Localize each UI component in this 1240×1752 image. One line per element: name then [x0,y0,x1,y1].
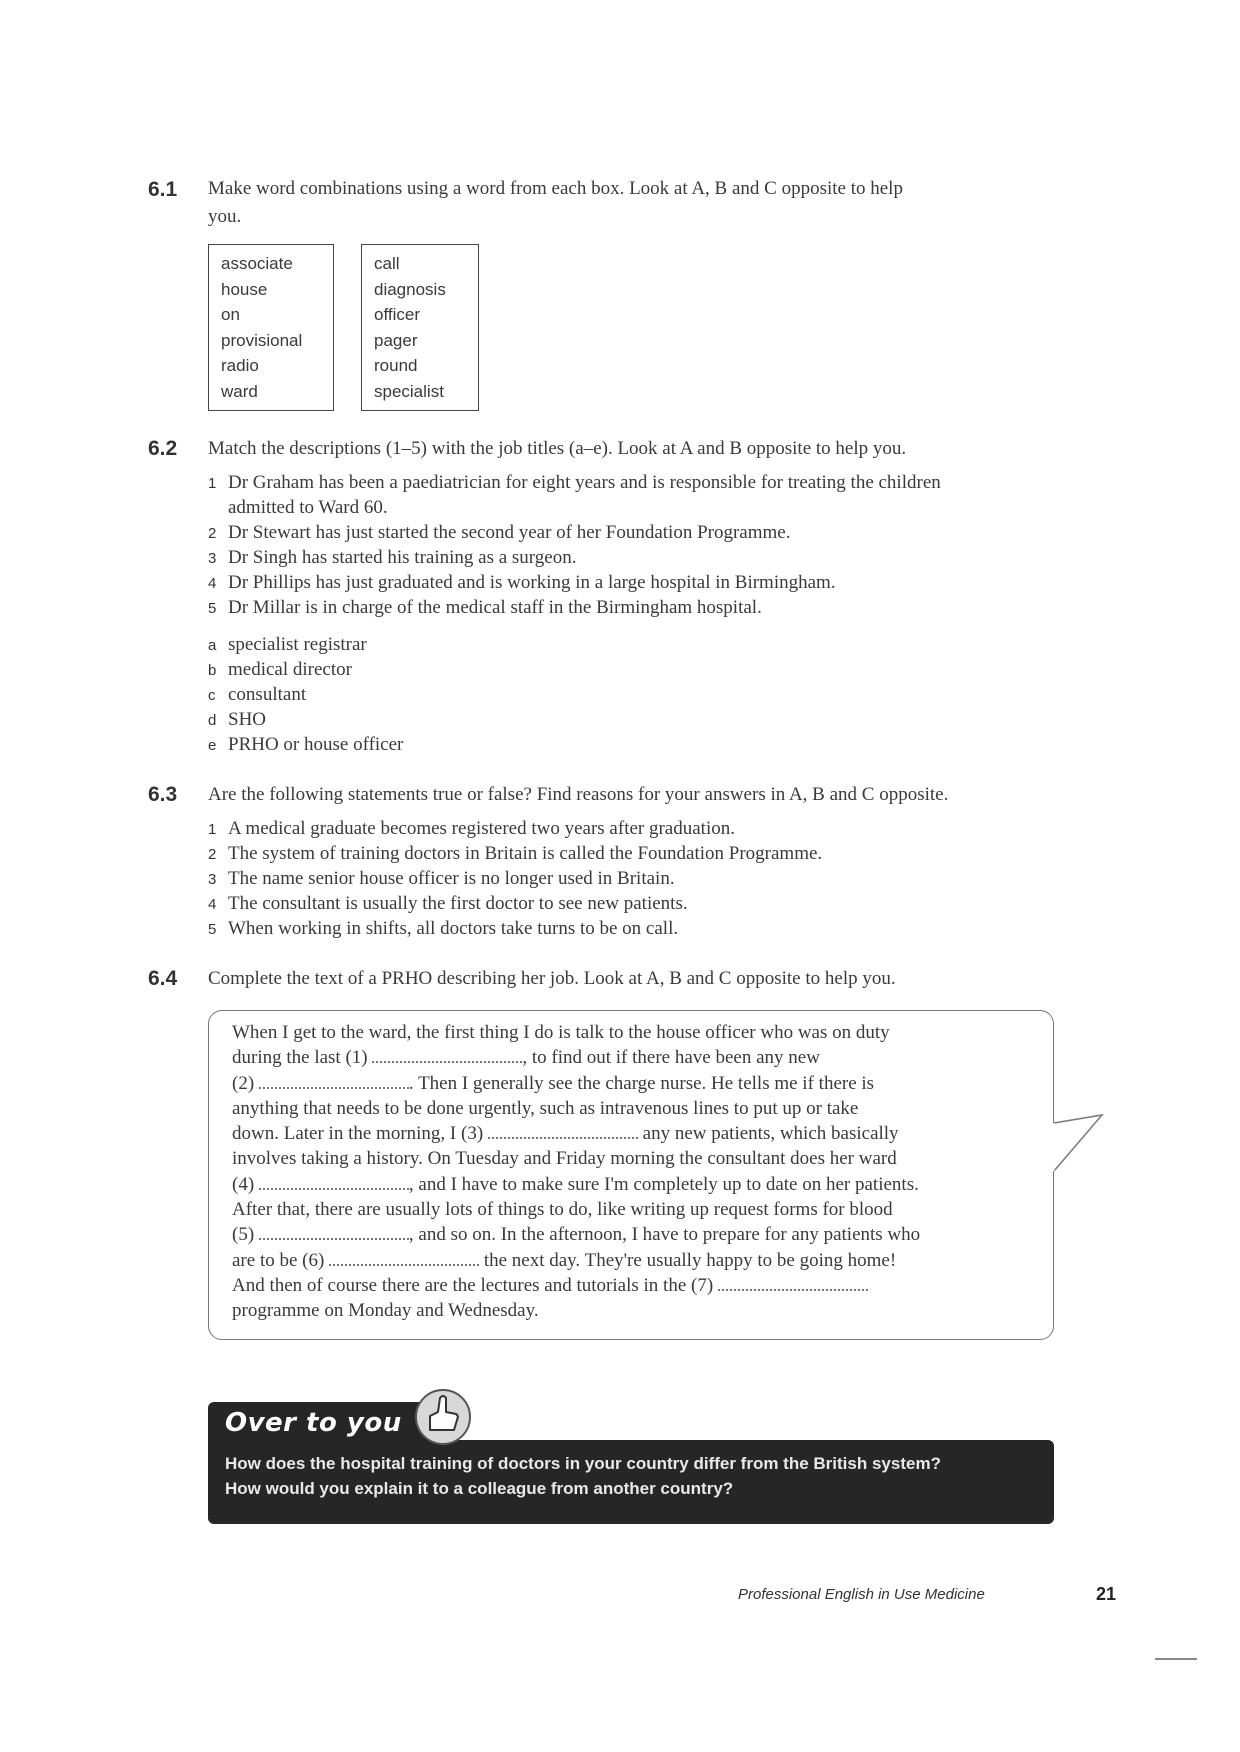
exercise-number: 6.1 [148,178,178,201]
blank-7[interactable] [718,1275,868,1291]
text-line: during the last (1) , to find out if there have been any new [232,1047,820,1069]
over-to-you-question: How would you explain it to a colleague from another country? [225,1479,734,1498]
exercise-instruction: Match the descriptions (1–5) with the job titles (a–e). Look at A and B opposite to help you. [208,438,907,459]
job-title-item: c consultant [208,684,307,705]
instruction-line: Make word combinations using a word from each box. Look at A, B and C opposite to help [208,178,903,199]
word-item: house [221,279,268,299]
word-box-left [208,244,334,411]
text-line: And then of course there are the lectures and tutorials in the (7) [232,1273,1032,1298]
margin-rule [1155,1658,1197,1660]
blank-1[interactable] [372,1047,522,1063]
exercise-instruction: Are the following statements true or false? Find reasons for your answers in A, B and C opposite. [208,784,949,805]
list-item: 3 Dr Singh has started his training as a surgeon. [208,547,577,568]
instruction-line: you. [208,206,242,227]
list-item: 3 The name senior house officer is no longer used in Britain. [208,868,675,889]
word-item: call [374,254,400,273]
word-item: associate [221,254,293,273]
text-line: are to be (6) the next day. They're usually happy to be going home! [232,1249,897,1271]
job-title-item: e PRHO or house officer [208,734,404,755]
blank-4[interactable] [259,1174,409,1190]
text-line: When I get to the ward, the first thing I do is talk to the house officer who was on duty [232,1022,890,1043]
word-item: radio [221,356,259,375]
list-item: 2 Dr Stewart has just started the second year of her Foundation Programme. [208,522,791,543]
text-line: After that, there are usually lots of things to do, like writing up request forms for blood [232,1199,893,1221]
list-item: 5 Dr Millar is in charge of the medical staff in the Birmingham hospital. [208,597,762,618]
blank-3[interactable] [488,1123,638,1139]
exercise-instruction: Complete the text of a PRHO describing her job. Look at A, B and C opposite to help you. [208,968,896,989]
list-item: 1 A medical graduate becomes registered two years after graduation. [208,818,735,839]
word-item: provisional [221,330,303,350]
job-title-item: d SHO [208,709,267,730]
pointing-hand-icon [412,1386,474,1448]
page-number: 21 [1096,1584,1117,1604]
speech-bubble-tail [1050,1105,1106,1175]
exercise-number: 6.3 [148,783,178,806]
book-title: Professional English in Use Medicine [738,1586,985,1603]
list-item: 4 The consultant is usually the first doctor to see new patients. [208,893,688,914]
list-item: 5 When working in shifts, all doctors take turns to be on call. [208,918,679,939]
word-item: officer [374,305,420,324]
text-line: down. Later in the morning, I (3) any new patients, which basically [232,1123,899,1145]
text-line: (4) , and I have to make sure I'm completely up to date on her patients. [232,1173,919,1195]
word-item: on [221,305,240,324]
text-line: anything that needs to be done urgently, such as intravenous lines to put up or take [232,1097,859,1119]
exercise-number: 6.4 [148,967,178,990]
list-item: 1 Dr Graham has been a paediatrician for eight years and is responsible for treating the children [208,472,941,493]
list-item: 2 The system of training doctors in Britain is called the Foundation Programme. [208,843,823,864]
list-item: admitted to Ward 60. [228,497,388,518]
word-item: ward [221,381,258,401]
word-item: specialist [374,381,444,401]
word-item: diagnosis [374,279,446,299]
text-line: programme on Monday and Wednesday. [232,1300,539,1322]
exercise-number: 6.2 [148,437,178,460]
job-title-item: a specialist registrar [208,634,367,655]
job-title-item: b medical director [208,659,352,680]
word-box-right [361,244,479,411]
exercise-instruction [208,175,1058,231]
over-to-you-title: Over to you [225,1408,402,1438]
blank-6[interactable] [329,1250,479,1266]
gap-fill-text [232,1020,1032,1324]
text-line: (5) , and so on. In the afternoon, I have to prepare for any patients who [232,1224,921,1246]
word-item: round [374,356,418,375]
list-item: 4 Dr Phillips has just graduated and is working in a large hospital in Birmingham. [208,572,836,593]
text-line: (2) . Then I generally see the charge nurse. He tells me if there is [232,1072,875,1094]
word-item: pager [374,330,418,350]
blank-5[interactable] [259,1224,409,1240]
blank-2[interactable] [259,1073,409,1089]
text-line: involves taking a history. On Tuesday and Friday morning the consultant does her ward [232,1148,897,1170]
over-to-you-question: How does the hospital training of doctors in your country differ from the British system? [225,1454,941,1473]
